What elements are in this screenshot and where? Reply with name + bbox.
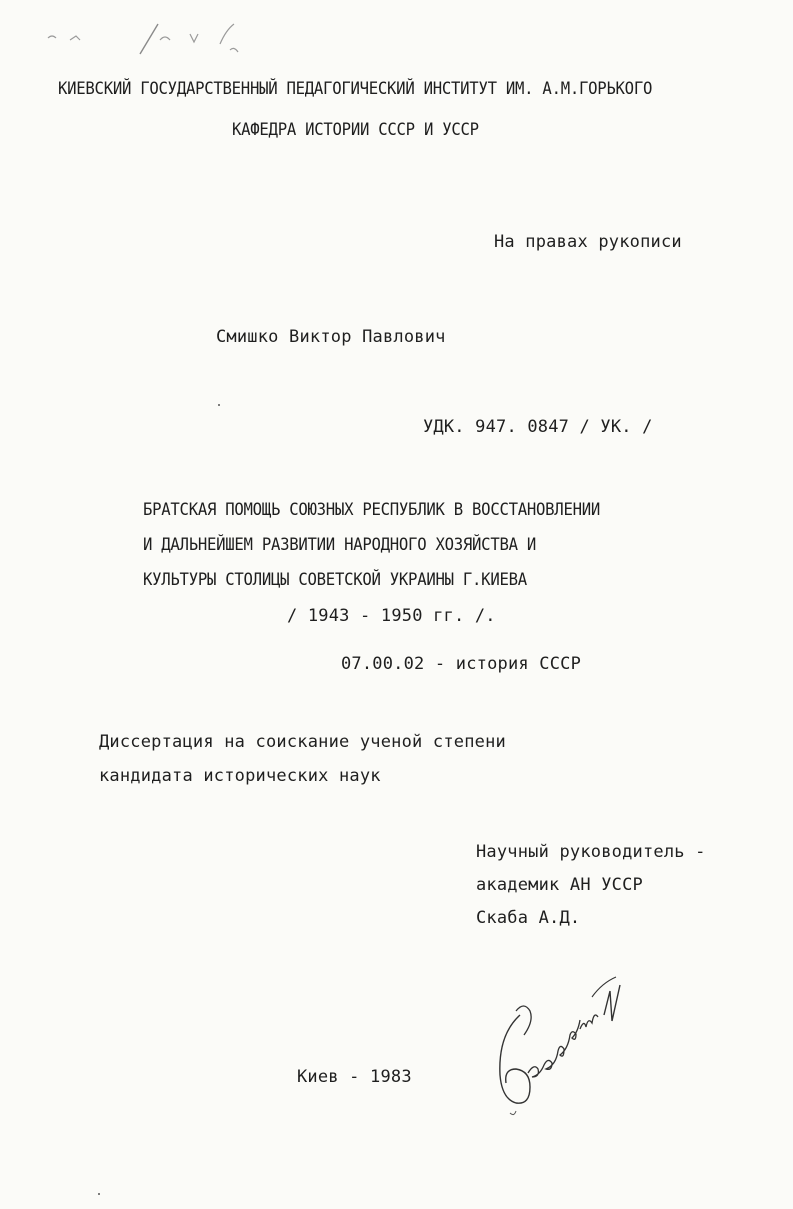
stray-dot-bottom	[98, 1193, 100, 1195]
supervisor-title: Научный руководитель -	[476, 842, 706, 862]
department-name: КАФЕДРА ИСТОРИИ СССР И УССР	[232, 120, 479, 140]
handwritten-mark	[40, 14, 260, 64]
specialty-code: 07.00.02 - история СССР	[341, 654, 582, 674]
dissertation-line-2: кандидата исторических наук	[99, 766, 381, 786]
supervisor-rank: академик АН УССР	[476, 875, 643, 895]
title-line-2: И ДАЛЬНЕЙШЕМ РАЗВИТИИ НАРОДНОГО ХОЗЯЙСТВА И	[143, 535, 537, 555]
title-line-3: КУЛЬТУРЫ СТОЛИЦЫ СОВЕТСКОЙ УКРАИНЫ Г.КИЕВА	[143, 570, 527, 590]
title-line-1: БРАТСКАЯ ПОМОЩЬ СОЮЗНЫХ РЕСПУБЛИК В ВОССТАНОВЛЕНИИ	[143, 500, 601, 520]
stray-dot	[218, 404, 220, 406]
place-year: Киев - 1983	[297, 1067, 412, 1087]
udk-code: УДК. 947. 0847 / УК. /	[423, 417, 653, 437]
author-name: Смишко Виктор Павлович	[216, 327, 446, 347]
supervisor-name: Скаба А.Д.	[476, 908, 581, 928]
title-years: / 1943 - 1950 гг. /.	[287, 606, 496, 626]
manuscript-note: На правах рукописи	[494, 232, 682, 252]
institute-name: КИЕВСКИЙ ГОСУДАРСТВЕННЫЙ ПЕДАГОГИЧЕСКИЙ ИНСТИТУТ ИМ. А.М.ГОРЬКОГО	[58, 79, 653, 99]
dissertation-line-1: Диссертация на соискание ученой степени	[99, 732, 506, 752]
signature	[480, 975, 640, 1125]
